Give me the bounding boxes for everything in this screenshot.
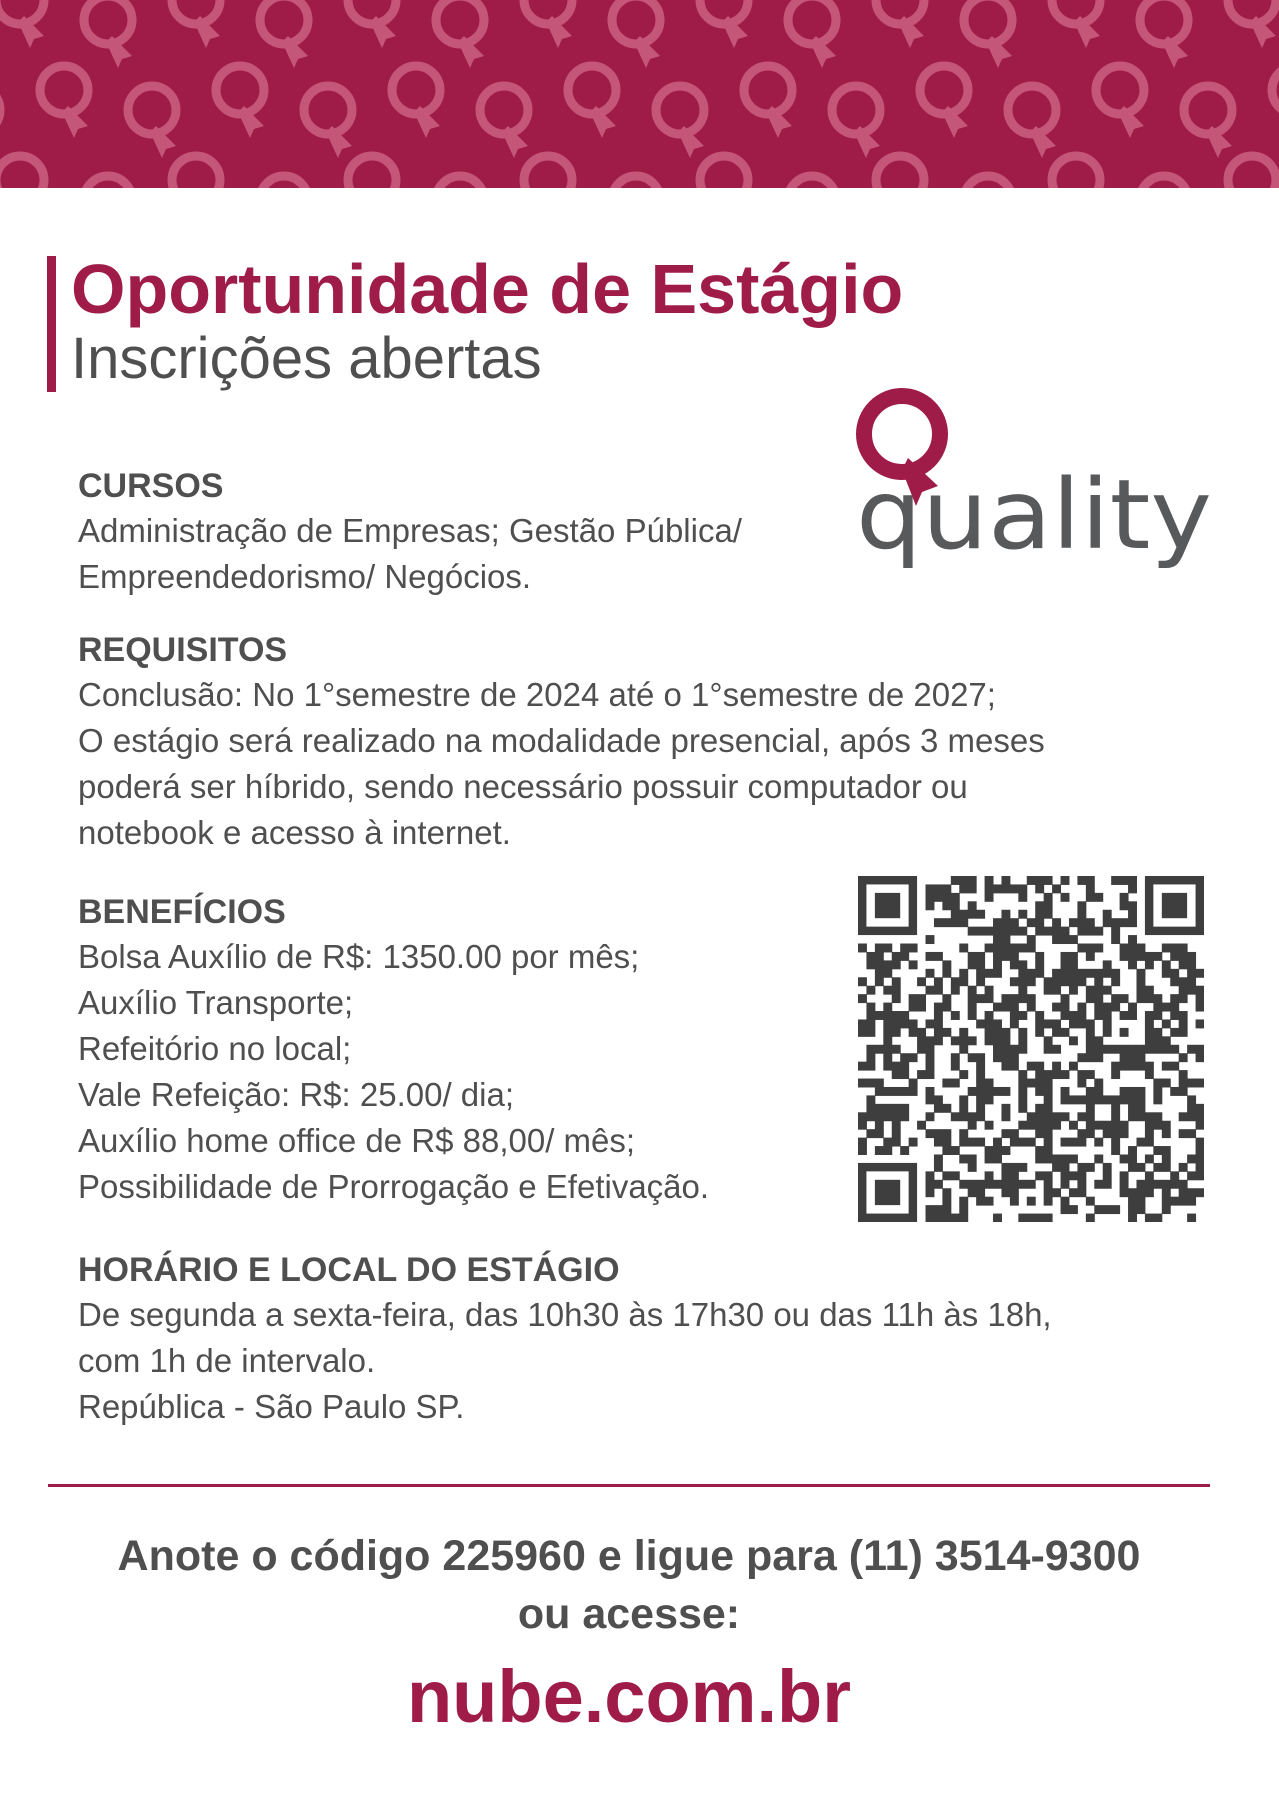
section-line: De segunda a sexta-feira, das 10h30 às 17h30 ou das 11h às 18h, <box>78 1296 1052 1333</box>
section-line: Administração de Empresas; Gestão Pública/ <box>78 512 742 549</box>
section-line: República - São Paulo SP. <box>78 1388 465 1425</box>
section-line: Auxílio home office de R$ 88,00/ mês; <box>78 1122 636 1159</box>
section-heading: REQUISITOS <box>78 631 288 669</box>
cta-line-2: ou acesse: <box>517 1590 741 1638</box>
section-line: com 1h de intervalo. <box>78 1342 376 1379</box>
page-title: Oportunidade de Estágio <box>71 250 904 328</box>
section-line: Possibilidade de Prorrogação e Efetivação. <box>78 1168 710 1205</box>
section-line: O estágio será realizado na modalidade presencial, após 3 meses <box>78 722 1045 759</box>
section-line: Empreendedorismo/ Negócios. <box>78 558 532 595</box>
section-heading: BENEFÍCIOS <box>78 893 286 931</box>
section-line: Auxílio Transporte; <box>78 984 354 1021</box>
q-pattern-icon <box>0 0 1279 188</box>
cta-line-1: Anote o código 225960 e ligue para (11) 3514-9300 <box>117 1532 1141 1580</box>
section-line: notebook e acesso à internet. <box>78 814 511 851</box>
section-horario <box>78 1248 1178 1430</box>
divider <box>48 1484 1210 1487</box>
section-heading: HORÁRIO E LOCAL DO ESTÁGIO <box>78 1251 620 1289</box>
section-line: Conclusão: No 1°semestre de 2024 até o 1°semestre de 2027; <box>78 676 996 713</box>
header-banner <box>0 0 1279 188</box>
qr-code <box>858 876 1204 1222</box>
title-block <box>47 250 904 392</box>
quality-wordmark: quality <box>856 459 1212 571</box>
section-line: poderá ser híbrido, sendo necessário possuir computador ou <box>78 768 968 805</box>
qr-code-icon <box>858 876 1204 1222</box>
section-heading: CURSOS <box>78 467 224 505</box>
section-line: Vale Refeição: R$: 25.00/ dia; <box>78 1076 514 1113</box>
section-cursos <box>78 464 1178 600</box>
section-requisitos <box>78 628 1178 856</box>
section-line: Bolsa Auxílio de R$: 1350.00 por mês; <box>78 938 640 975</box>
page-subtitle: Inscrições abertas <box>71 326 542 391</box>
section-line: Refeitório no local; <box>78 1030 352 1067</box>
website-link[interactable]: nube.com.br <box>406 1655 852 1738</box>
